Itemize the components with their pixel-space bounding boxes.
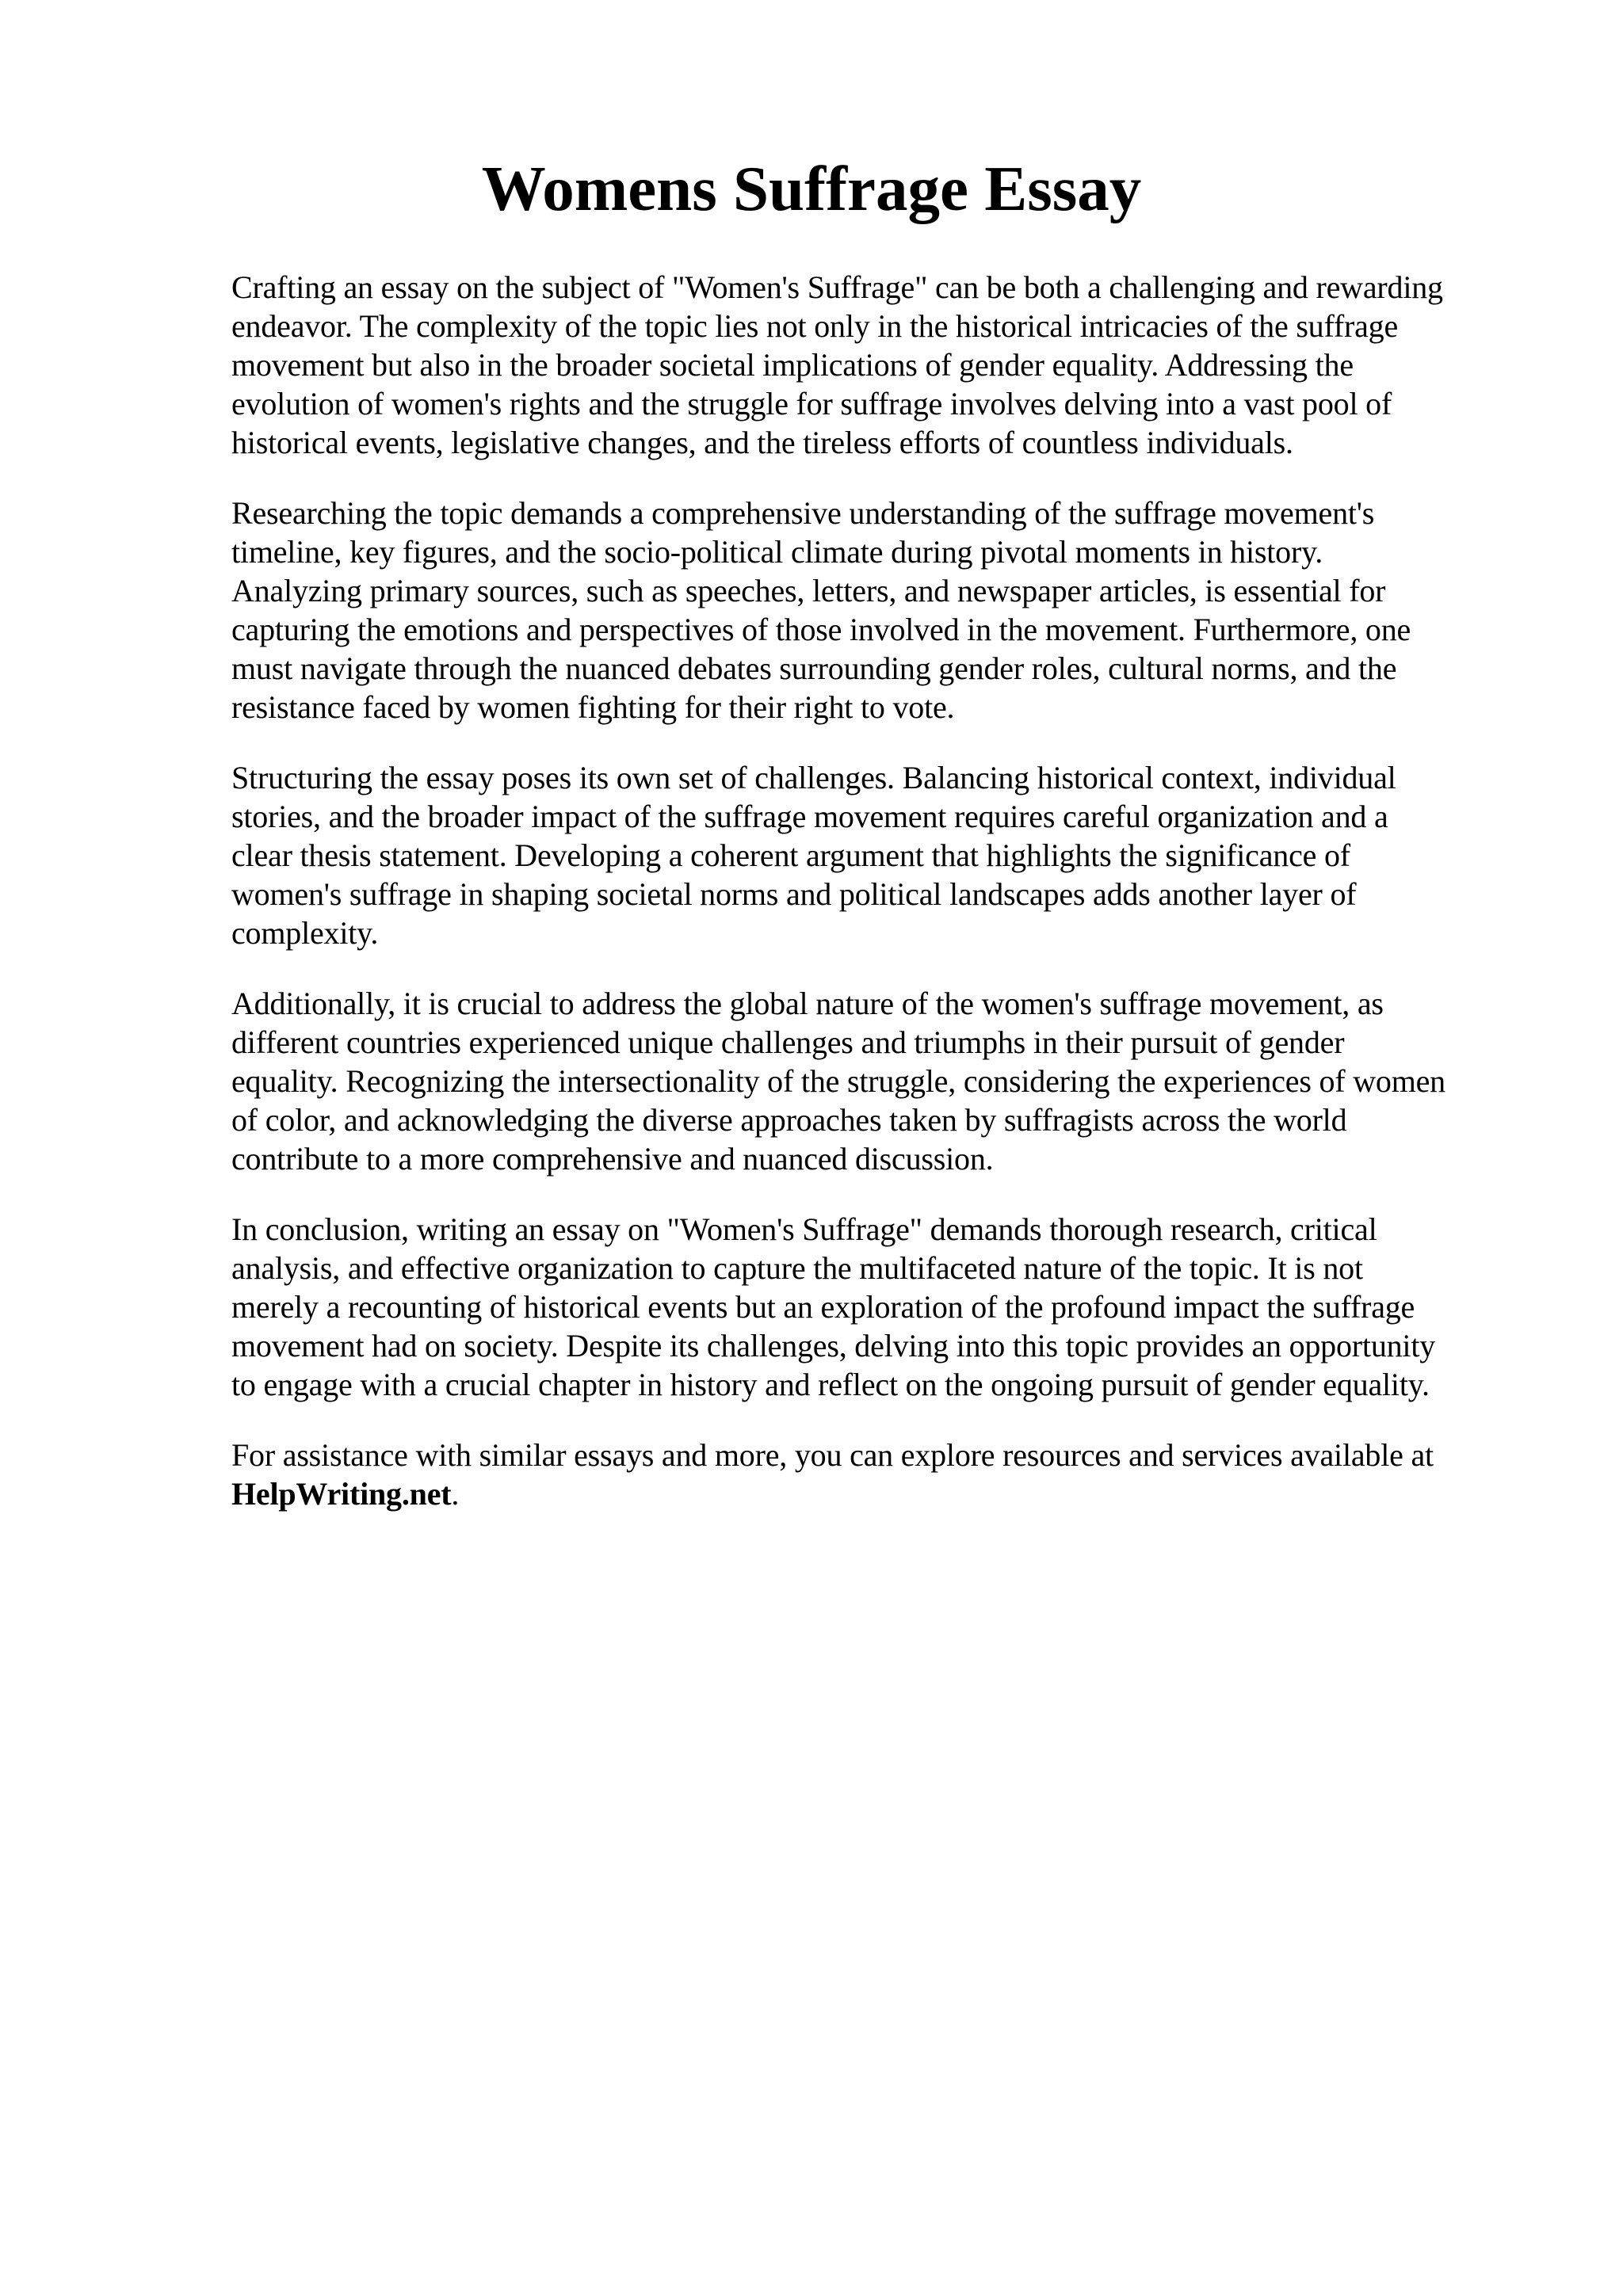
paragraph-line: analysis, and effective organization to capture the multifaceted nature of the topic. It is not <box>231 1250 1363 1286</box>
closing-period: . <box>451 1476 460 1512</box>
closing-line: For assistance with similar essays and more, you can explore resources and services available at <box>231 1437 1434 1473</box>
paragraph-2 <box>231 494 1515 727</box>
paragraph-line: historical events, legislative changes, and the tireless efforts of countless individuals. <box>231 425 1293 460</box>
paragraph-line: to engage with a crucial chapter in history and reflect on the ongoing pursuit of gender equality. <box>231 1367 1430 1402</box>
closing-brand-line <box>231 1474 1515 1513</box>
paragraph-line: Researching the topic demands a comprehensive understanding of the suffrage movement's <box>231 495 1375 531</box>
paragraph-line: Additionally, it is crucial to address the global nature of the women's suffrage movement, as <box>231 986 1384 1021</box>
paragraph-line: evolution of women's rights and the struggle for suffrage involves delving into a vast pool of <box>231 386 1392 421</box>
helpwriting-link[interactable]: HelpWriting.net <box>231 1476 452 1512</box>
paragraph-line: contribute to a more comprehensive and nuanced discussion. <box>231 1141 994 1177</box>
paragraph-line: endeavor. The complexity of the topic lies not only in the historical intricacies of the suffrage <box>231 308 1399 344</box>
paragraph-line: women's suffrage in shaping societal norms and political landscapes adds another layer of <box>231 876 1357 912</box>
paragraph-line: must navigate through the nuanced debates surrounding gender roles, cultural norms, and the <box>231 650 1397 686</box>
paragraph-line: capturing the emotions and perspectives of those involved in the movement. Furthermore, one <box>231 612 1411 647</box>
paragraph-line: stories, and the broader impact of the suffrage movement requires careful organization and a <box>231 799 1388 834</box>
paragraph-line: resistance faced by women fighting for their right to vote. <box>231 689 955 725</box>
paragraph-line: equality. Recognizing the intersectionality of the struggle, considering the experiences of women <box>231 1063 1445 1099</box>
paragraph-line: merely a recounting of historical events but an exploration of the profound impact the suffrage <box>231 1289 1415 1325</box>
paragraph-line: of color, and acknowledging the diverse approaches taken by suffragists across the world <box>231 1102 1347 1138</box>
paragraph-line: movement but also in the broader societal implications of gender equality. Addressing the <box>231 347 1354 383</box>
paragraph-line: timeline, key figures, and the socio-political climate during pivotal moments in history. <box>231 534 1323 570</box>
paragraph-4 <box>231 984 1515 1178</box>
paragraph-3 <box>231 758 1515 952</box>
paragraph-line: different countries experienced unique challenges and triumphs in their pursuit of gender <box>231 1024 1345 1060</box>
paragraph-line: movement had on society. Despite its challenges, delving into this topic provides an opportunity <box>231 1328 1436 1363</box>
page-title: Womens Suffrage Essay <box>481 153 1142 224</box>
closing-paragraph <box>231 1436 1515 1513</box>
essay-body <box>231 268 1515 1545</box>
paragraph-line: In conclusion, writing an essay on "Women's Suffrage" demands thorough research, critical <box>231 1211 1377 1247</box>
paragraph-line: clear thesis statement. Developing a coherent argument that highlights the significance of <box>231 837 1350 873</box>
paragraph-1 <box>231 268 1515 462</box>
paragraph-line: Structuring the essay poses its own set of challenges. Balancing historical context, individual <box>231 760 1396 795</box>
paragraph-line: Analyzing primary sources, such as speeches, letters, and newspaper articles, is essential for <box>231 573 1386 608</box>
paragraph-5 <box>231 1210 1515 1404</box>
paragraph-line: complexity. <box>231 915 379 951</box>
paragraph-line: Crafting an essay on the subject of "Women's Suffrage" can be both a challenging and rewarding <box>231 269 1443 305</box>
